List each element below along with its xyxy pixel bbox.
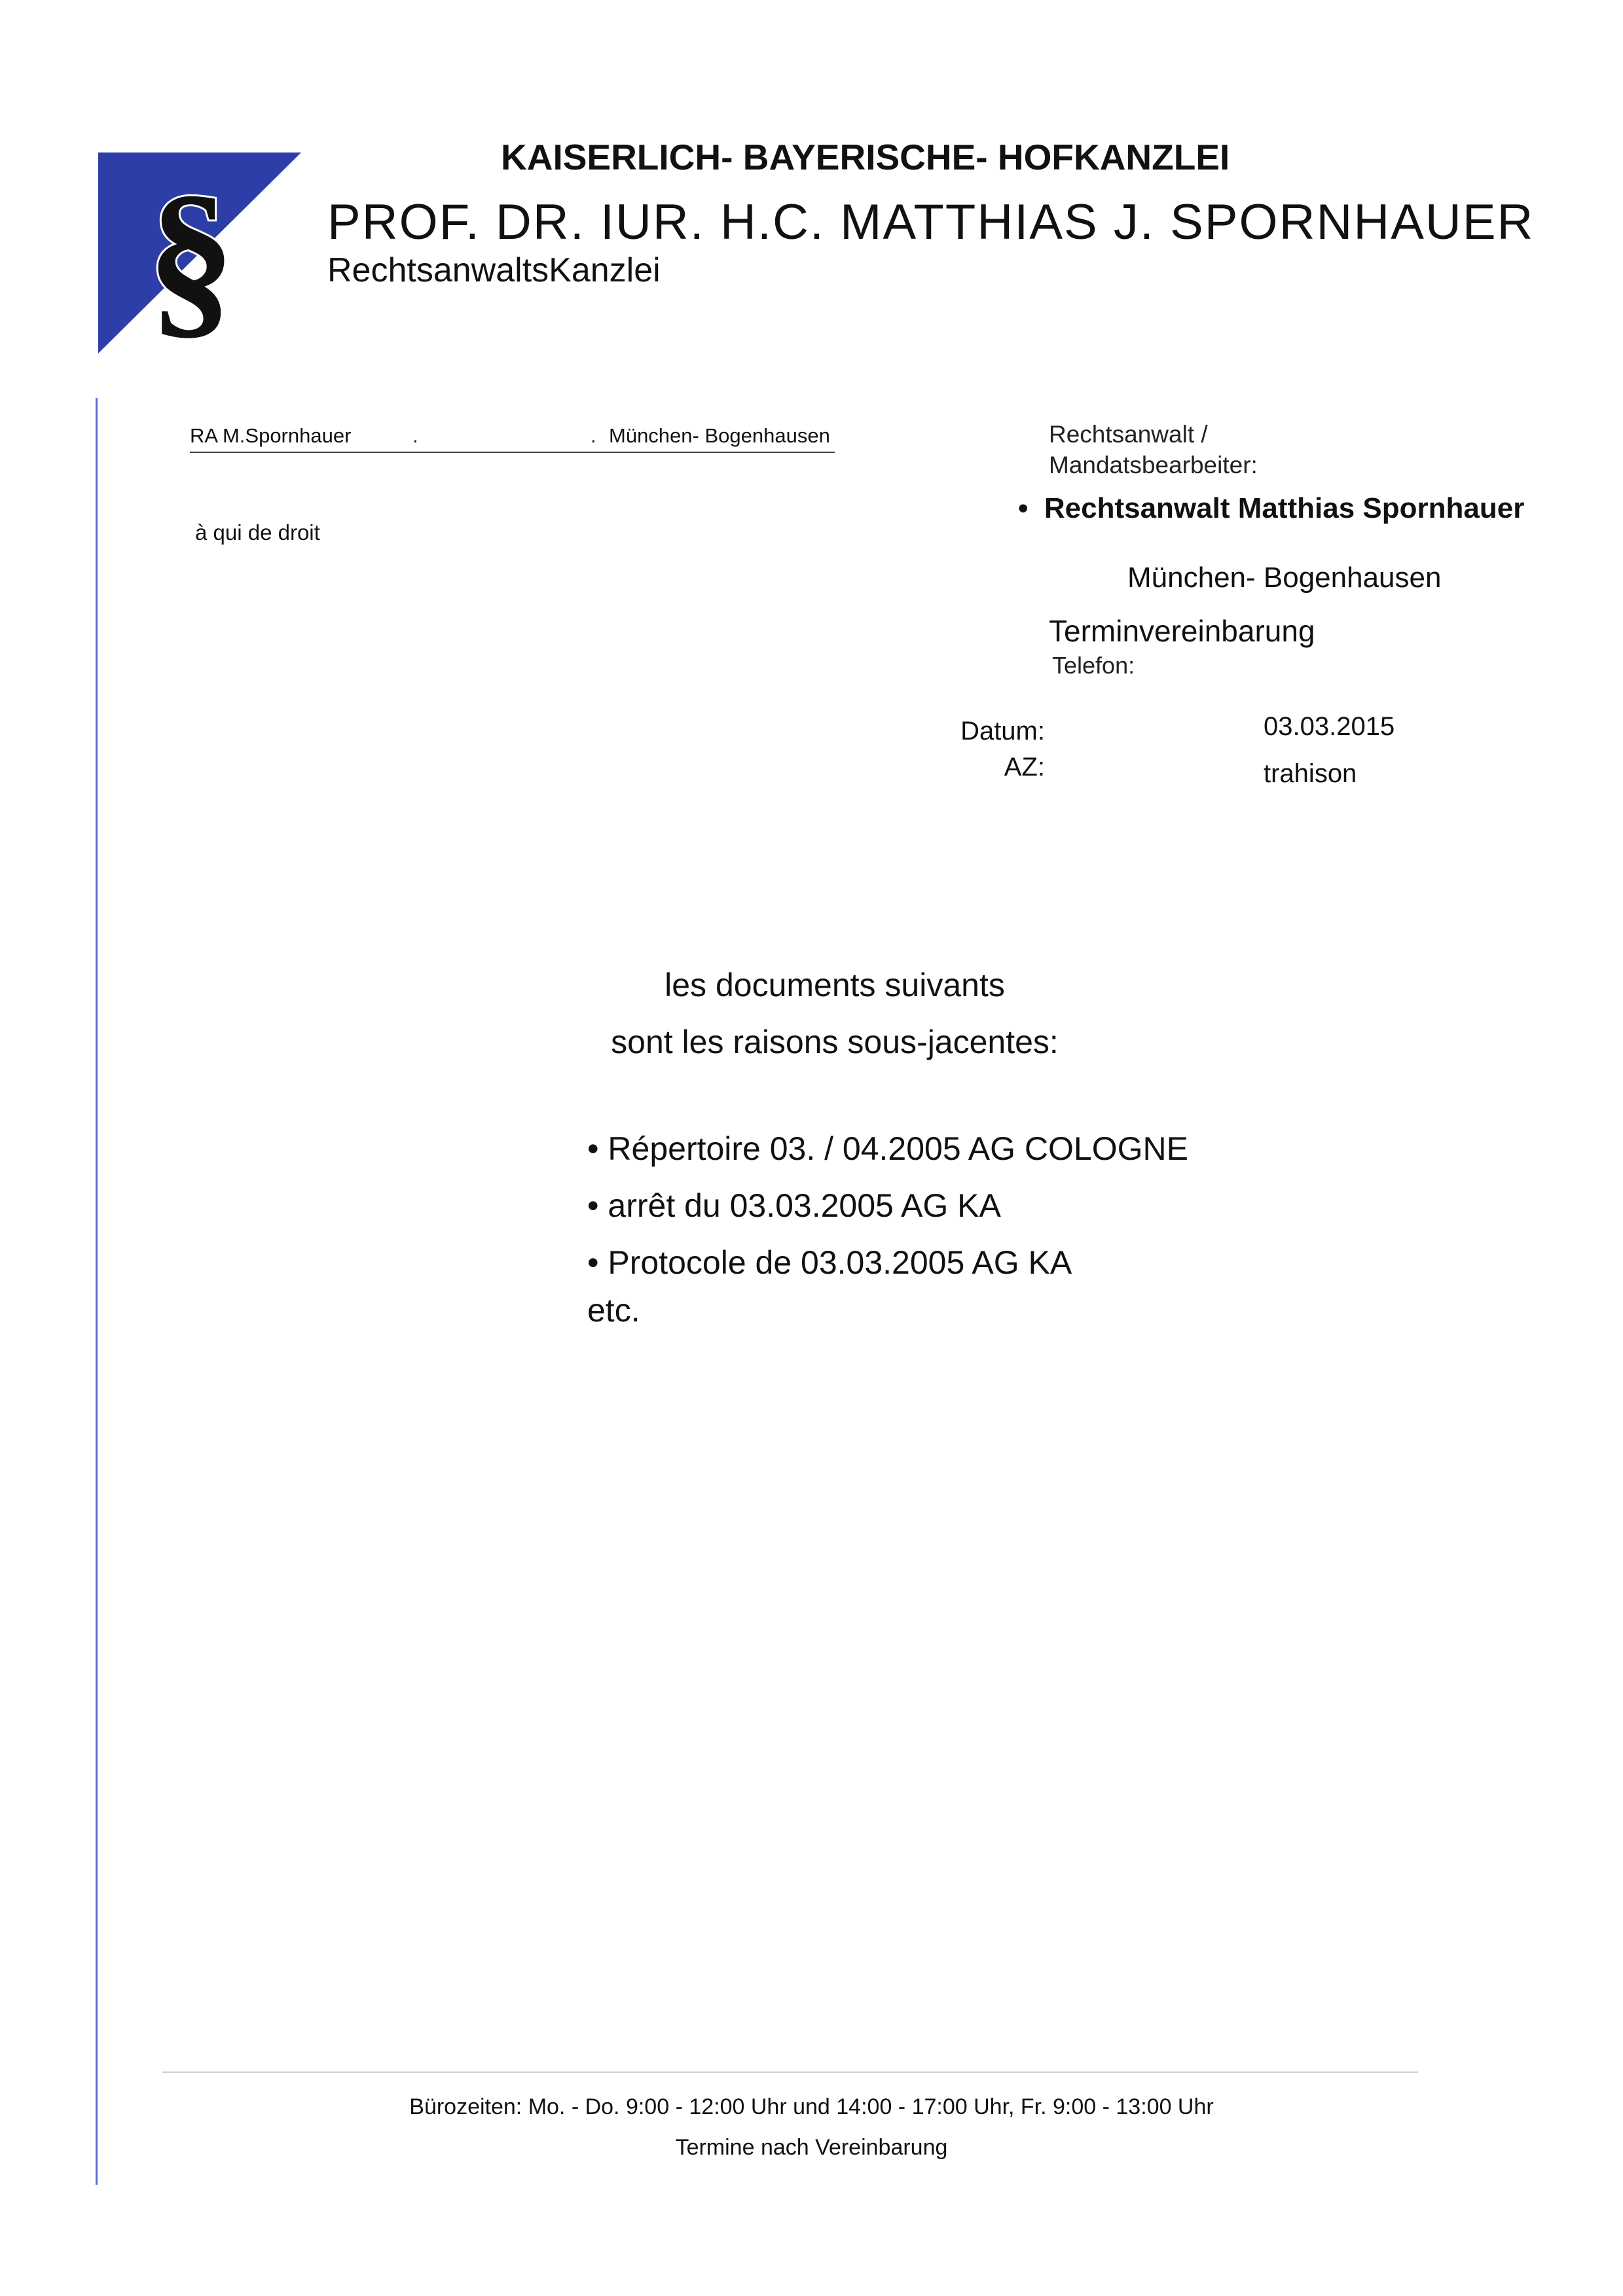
contact-role-line: Rechtsanwalt /	[1049, 421, 1208, 448]
firm-title: KAISERLICH- BAYERISCHE- HOFKANZLEI	[501, 137, 1230, 177]
paragraph-section-icon: §	[147, 159, 236, 353]
bullet-icon: •	[1018, 492, 1044, 524]
body-intro	[556, 957, 1113, 1071]
contact-lawyer	[1018, 492, 1524, 525]
margin-rule	[96, 398, 98, 2185]
firm-subtitle: RechtsanwaltsKanzlei	[327, 251, 661, 289]
sender-line	[190, 424, 835, 453]
contact-city: München- Bogenhausen	[1127, 562, 1442, 594]
sender-location: München- Bogenhausen	[609, 424, 830, 447]
sender-name: RA M.Spornhauer	[190, 424, 352, 447]
document-list	[587, 1121, 1188, 1291]
contact-phone-label: Telefon:	[1052, 652, 1135, 679]
sender-separator: .	[412, 424, 418, 447]
date-label: Datum:	[960, 717, 1045, 745]
recipient: à qui de droit	[195, 520, 320, 545]
body-intro-line: sont les raisons sous-jacentes:	[611, 1024, 1059, 1060]
sender-separator: .	[591, 424, 596, 447]
footer-appointments: Termine nach Vereinbarung	[675, 2135, 948, 2160]
list-item: • arrêt du 03.03.2005 AG KA	[587, 1177, 1188, 1234]
date-value: 03.03.2015	[1264, 712, 1395, 741]
reference-value: trahison	[1264, 759, 1357, 788]
body-etc: etc.	[587, 1292, 640, 1329]
contact-lawyer-name: Rechtsanwalt Matthias Spornhauer	[1044, 492, 1525, 524]
contact-role	[1049, 419, 1258, 480]
list-item: • Protocole de 03.03.2005 AG KA	[587, 1234, 1188, 1291]
contact-role-line: Mandatsbearbeiter:	[1049, 452, 1258, 478]
contact-appointment: Terminvereinbarung	[1049, 614, 1315, 648]
firm-principal-name: PROF. DR. IUR. H.C. MATTHIAS J. SPORNHAUER	[327, 194, 1535, 250]
law-firm-logo	[98, 152, 301, 353]
reference-label: AZ:	[1004, 753, 1045, 781]
footer-divider	[162, 2072, 1418, 2073]
list-item: • Répertoire 03. / 04.2005 AG COLOGNE	[587, 1121, 1188, 1177]
body-intro-line: les documents suivants	[665, 967, 1005, 1003]
footer-office-hours: Bürozeiten: Mo. - Do. 9:00 - 12:00 Uhr und 14:00 - 17:00 Uhr, Fr. 9:00 - 13:00 Uhr	[409, 2094, 1214, 2119]
